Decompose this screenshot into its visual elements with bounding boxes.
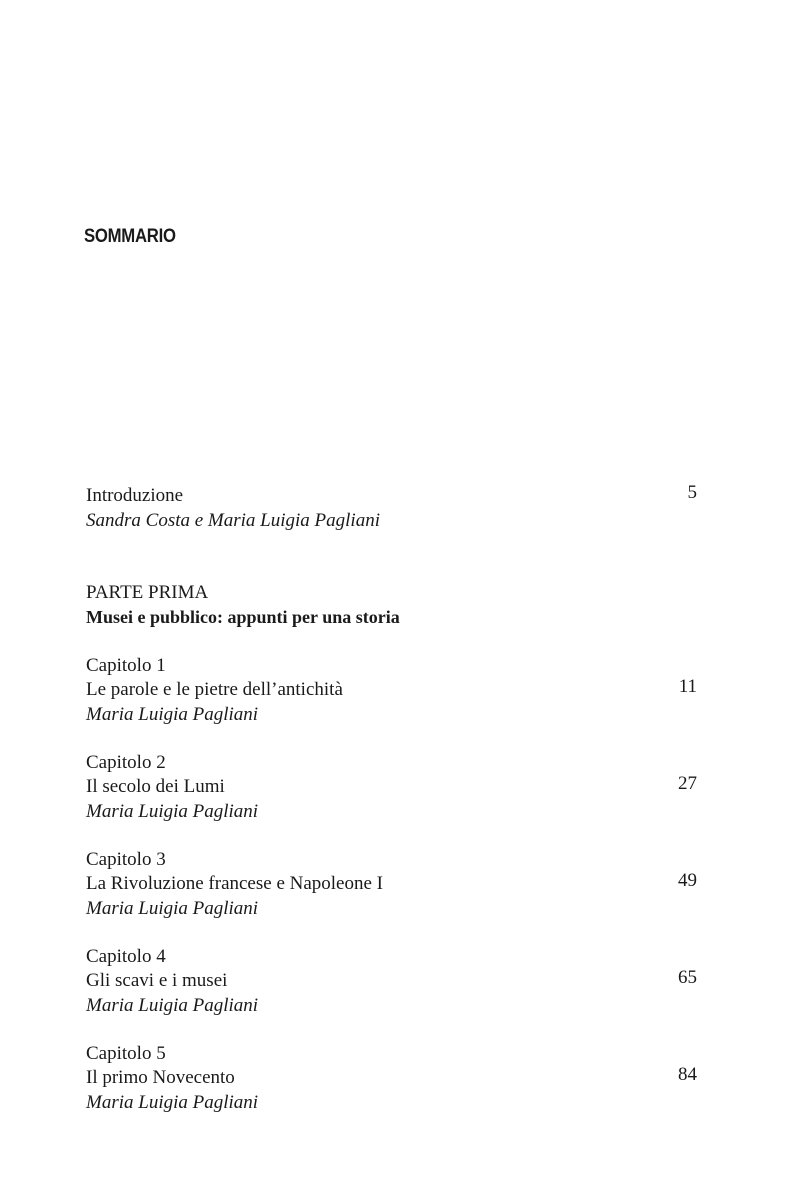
intro-title: Introduzione [86, 485, 184, 506]
chapter-author: Maria Luigia Pagliani [86, 801, 259, 822]
chapter-title: Il primo Novecento [86, 1067, 235, 1088]
chapter-page-number: 84 [678, 1064, 697, 1085]
intro-authors: Sandra Costa e Maria Luigia Pagliani [86, 510, 380, 531]
chapter-author: Maria Luigia Pagliani [86, 704, 259, 725]
chapter-author: Maria Luigia Pagliani [86, 898, 259, 919]
part-subtitle: Musei e pubblico: appunti per una storia [86, 607, 400, 627]
toc-heading: SOMMARIO [84, 226, 176, 247]
intro-page-number: 5 [687, 482, 697, 503]
chapter-label: Capitolo 3 [86, 849, 166, 870]
chapter-title: Il secolo dei Lumi [86, 776, 225, 797]
chapter-page-number: 11 [678, 676, 697, 697]
chapter-title: Gli scavi e i musei [86, 970, 228, 991]
chapter-label: Capitolo 1 [86, 655, 166, 676]
chapter-page-number: 65 [678, 967, 697, 988]
chapter-title: La Rivoluzione francese e Napoleone I [86, 873, 384, 894]
chapter-label: Capitolo 2 [86, 752, 166, 773]
chapter-label: Capitolo 4 [86, 946, 166, 967]
chapter-author: Maria Luigia Pagliani [86, 995, 259, 1016]
chapter-page-number: 49 [678, 870, 697, 891]
chapter-title: Le parole e le pietre dell’antichità [86, 679, 343, 700]
chapter-label: Capitolo 5 [86, 1043, 166, 1064]
part-label: PARTE PRIMA [86, 582, 209, 603]
chapter-page-number: 27 [678, 773, 697, 794]
chapter-author: Maria Luigia Pagliani [86, 1092, 259, 1113]
